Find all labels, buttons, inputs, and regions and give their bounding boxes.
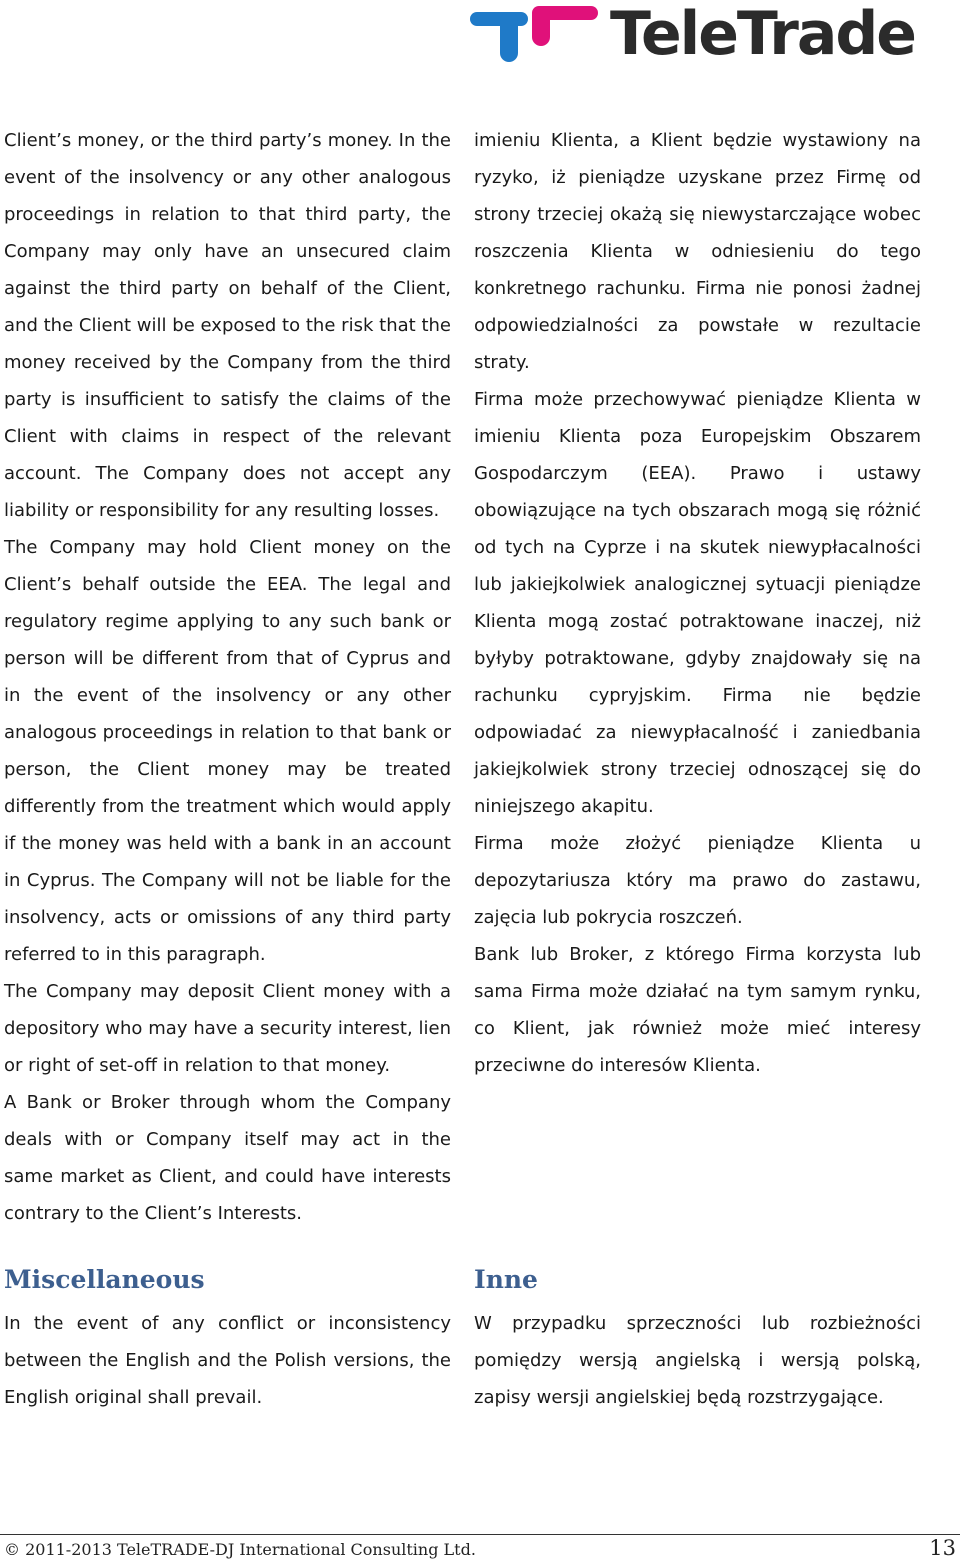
footer-copyright: © 2011-2013 TeleTRADE-DJ International Consulting Ltd. [4, 1540, 476, 1559]
miscellaneous-text: In the event of any conflict or inconsistency between the English and the Polish versions, the English original shall prevail. [4, 1313, 451, 1408]
logo-magenta-stem [532, 6, 550, 46]
polish-paragraph: Firma może złożyć pieniądze Klienta u depozytariusza który ma prawo do zastawu, zajęcia lub pokrycia roszczeń. [474, 833, 921, 928]
footer-divider [0, 1534, 960, 1535]
english-paragraph: The Company may hold Client money on the Client’s behalf outside the EEA. The legal and regulatory regime applying to any such bank or person will be different from that of Cyprus and in the event of the insolvency or any other analogous proceedings in relation to that bank or person, the Client money may be treated differently from the treatment which would apply if the money was held with a bank in an account in Cyprus. The Company will not be liable for the insolvency, acts or omissions of any third party referred to in this paragraph. [4, 537, 451, 965]
polish-miscellaneous-section [474, 1260, 921, 1416]
english-miscellaneous-section [4, 1260, 451, 1416]
english-column [4, 122, 451, 1232]
polish-paragraph: Bank lub Broker, z którego Firma korzysta lub sama Firma może działać na tym samym rynku, co Klient, jak również może mieć interesy przeciwne do interesów Klienta. [474, 944, 921, 1076]
teletrade-logo-text: TeleTrade [610, 0, 915, 69]
polish-column [474, 122, 921, 1084]
polish-paragraph: Firma może przechowywać pieniądze Klienta w imieniu Klienta poza Europejskim Obszarem Gospodarczym (EEA). Prawo i ustawy obowiązujące na tych obszarach mogą się różnić od tych na Cyprze i na skutek niewypłacalności lub jakiejkolwiek analogicznej sytuacji pieniądze Klienta mogą zostać potraktowane inaczej, niż byłyby potraktowane, gdyby znajdowały się na rachunku cypryjskim. Firma nie będzie odpowiadać za niewypłacalność i zaniedbania jakiejkolwiek strony trzeciej odnoszącej się do niniejszego akapitu. [474, 389, 921, 817]
english-paragraph: A Bank or Broker through whom the Company deals with or Company itself may act in the same market as Client, and could have interests contrary to the Client’s Interests. [4, 1092, 451, 1224]
teletrade-logo-mark-icon [470, 4, 600, 64]
page-number: 13 [929, 1536, 956, 1560]
logo-blue-bar [470, 12, 528, 26]
english-paragraph: Client’s money, or the third party’s money. In the event of the insolvency or any other analogous proceedings in relation to that third party, the Company may only have an unsecured claim against the third party on behalf of the Client, and the Client will be exposed to the risk that the money received by the Company from the third party is insufficient to satisfy the claims of the Client with claims in respect of the relevant account. The Company does not accept any liability or responsibility for any resulting losses. [4, 130, 451, 521]
inne-text: W przypadku sprzeczności lub rozbieżności pomiędzy wersją angielską i wersją polską, zapisy wersji angielskiej będą rozstrzygające. [474, 1313, 921, 1408]
polish-paragraph: imieniu Klienta, a Klient będzie wystawiony na ryzyko, iż pieniądze uzyskane przez Firmę od strony trzeciej okażą się niewystarczające wobec roszczenia Klienta w odniesieniu do tego konkretnego rachunku. Firma nie ponosi żadnej odpowiedzialności za powstałe w rezultacie straty. [474, 130, 921, 373]
inne-heading: Inne [474, 1265, 538, 1294]
miscellaneous-heading: Miscellaneous [4, 1265, 205, 1294]
logo-blue-stem [500, 12, 518, 62]
english-paragraph: The Company may deposit Client money with a depository who may have a security interest, lien or right of set-off in relation to that money. [4, 981, 451, 1076]
teletrade-logo [470, 0, 920, 69]
